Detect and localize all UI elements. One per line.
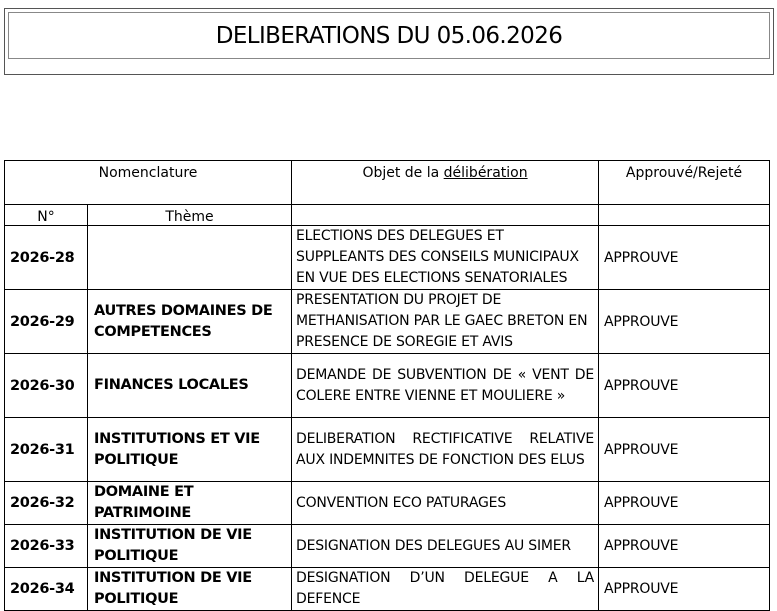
header-theme: Thème bbox=[88, 205, 292, 226]
row-objet: DELIBERATION RECTIFICATIVE RELATIVE AUX INDEMNITES DE FONCTION DES ELUS bbox=[292, 418, 599, 482]
row-objet: DESIGNATION D’UN DELEGUE A LA DEFENCE bbox=[292, 568, 599, 611]
row-objet: ELECTIONS DES DELEGUES ET SUPPLEANTS DES CONSEILS MUNICIPAUX EN VUE DES ELECTIONS SENATORIALES bbox=[292, 226, 599, 290]
row-numero: 2026-32 bbox=[5, 482, 88, 525]
header-objet-prefix: Objet de la bbox=[362, 165, 444, 181]
row-theme bbox=[88, 226, 292, 290]
row-theme: INSTITUTION DE VIE POLITIQUE bbox=[88, 525, 292, 568]
page-title: DELIBERATIONS DU 05.06.2026 bbox=[215, 22, 563, 49]
row-objet: CONVENTION ECO PATURAGES bbox=[292, 482, 599, 525]
table-row bbox=[5, 568, 770, 611]
subheader-approuve-empty bbox=[599, 205, 770, 226]
header-objet-underlined: délibération bbox=[443, 165, 528, 181]
row-theme: INSTITUTION DE VIE POLITIQUE bbox=[88, 568, 292, 611]
header-numero: N° bbox=[5, 205, 88, 226]
row-objet: DESIGNATION DES DELEGUES AU SIMER bbox=[292, 525, 599, 568]
row-resultat: APPROUVE bbox=[599, 354, 770, 418]
row-numero: 2026-30 bbox=[5, 354, 88, 418]
table-row bbox=[5, 226, 770, 290]
header-row bbox=[5, 161, 770, 205]
table-row bbox=[5, 482, 770, 525]
row-theme: INSTITUTIONS ET VIE POLITIQUE bbox=[88, 418, 292, 482]
row-resultat: APPROUVE bbox=[599, 482, 770, 525]
row-numero: 2026-28 bbox=[5, 226, 88, 290]
row-resultat: APPROUVE bbox=[599, 568, 770, 611]
row-numero: 2026-33 bbox=[5, 525, 88, 568]
row-theme: AUTRES DOMAINES DE COMPETENCES bbox=[88, 290, 292, 354]
deliberations-table bbox=[4, 160, 770, 611]
subheader-row bbox=[5, 205, 770, 226]
row-theme: DOMAINE ET PATRIMOINE bbox=[88, 482, 292, 525]
header-approuve: Approuvé/Rejeté bbox=[599, 161, 770, 205]
header-objet bbox=[292, 161, 599, 205]
table-row bbox=[5, 290, 770, 354]
row-resultat: APPROUVE bbox=[599, 290, 770, 354]
row-resultat: APPROUVE bbox=[599, 226, 770, 290]
title-box bbox=[8, 12, 770, 59]
row-objet: PRESENTATION DU PROJET DE METHANISATION PAR LE GAEC BRETON EN PRESENCE DE SOREGIE ET AVIS bbox=[292, 290, 599, 354]
table-row bbox=[5, 525, 770, 568]
subheader-objet-empty bbox=[292, 205, 599, 226]
title-frame bbox=[4, 8, 774, 75]
row-theme: FINANCES LOCALES bbox=[88, 354, 292, 418]
row-objet: DEMANDE DE SUBVENTION DE « VENT DE COLERE ENTRE VIENNE ET MOULIERE » bbox=[292, 354, 599, 418]
row-numero: 2026-31 bbox=[5, 418, 88, 482]
table-row bbox=[5, 354, 770, 418]
row-numero: 2026-29 bbox=[5, 290, 88, 354]
header-nomenclature: Nomenclature bbox=[5, 161, 292, 205]
row-resultat: APPROUVE bbox=[599, 418, 770, 482]
row-numero: 2026-34 bbox=[5, 568, 88, 611]
table-row bbox=[5, 418, 770, 482]
row-resultat: APPROUVE bbox=[599, 525, 770, 568]
